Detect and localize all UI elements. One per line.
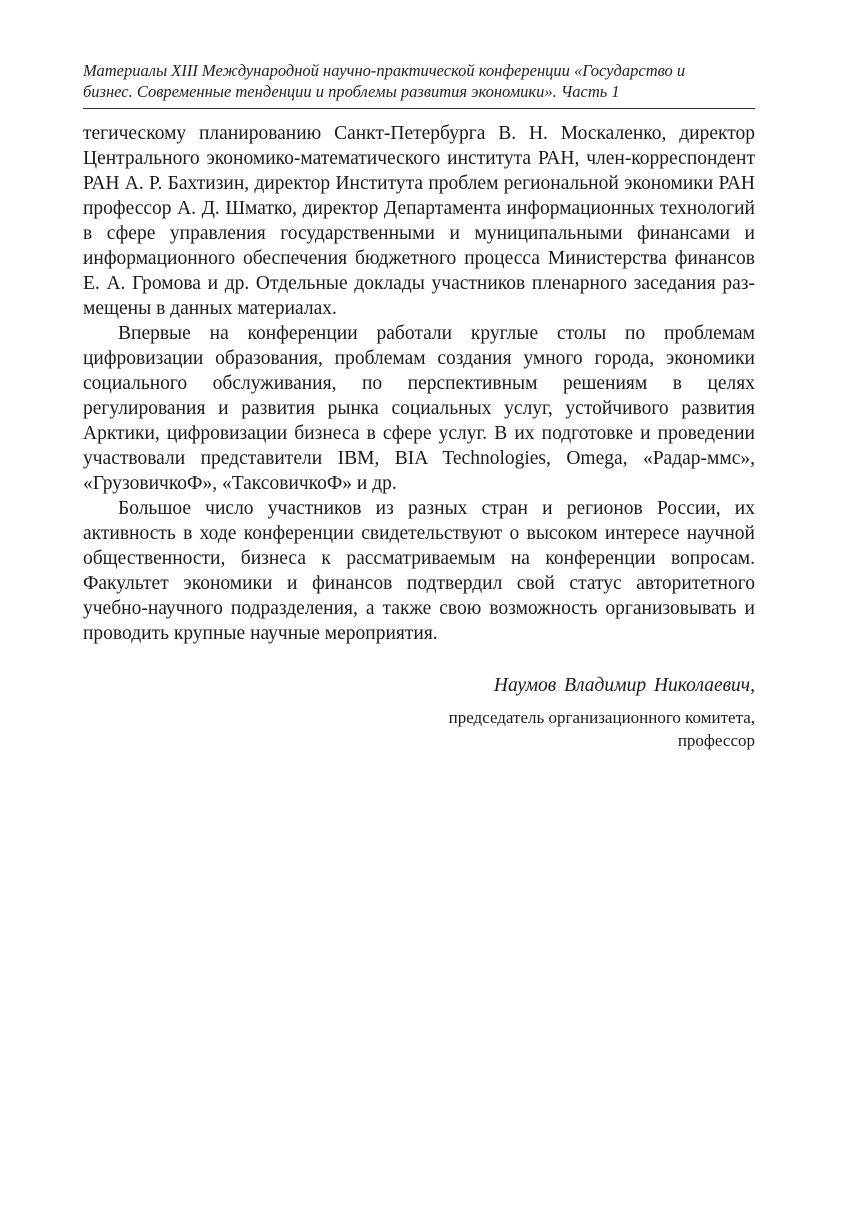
signatory-role xyxy=(83,706,755,752)
paragraph-round-tables: Впервые на конференции работали круглые столы по проблемам цифровизации образования, проблемам создания умного города, экономики социального обслуживания, по перспективным решениям в целях регулирования и развития рынка социальных услуг, устойчивого развития Арктики, цифровизации бизнеса в сфере услуг. В их подготовке и проведении участвовали представители IBM, BIA Technologies, Omega, «Радар-ммс», «ГрузовичкоФ», «ТаксовичкоФ» и др. xyxy=(83,323,755,494)
signature-block xyxy=(83,673,755,752)
running-header-line-1: Материалы XIII Международной научно-практической конференции «Государство и xyxy=(83,61,686,80)
paragraph-participants: Большое число участников из разных стран и регионов России, их активность в ходе конференции свидетельствуют о высоком интересе научной общественности, бизнеса к рассматриваемым на конференции вопросам. Факультет экономики и финансов подтвердил свой статус авторитетного учебно-научного подразделения, а также свою возможность организовывать и проводить крупные научные мероприятия. xyxy=(83,498,755,644)
signatory-name: Наумов Владимир Николаевич, xyxy=(493,675,755,696)
paragraph-continuation: тегическому планированию Санкт-Петербурга В. Н. Москаленко, директор Центрального экономико-математического института РАН, член-корреспондент РАН А. Р. Бахтизин, директор Института проблем региональной экономики РАН профессор А. Д. Шматко, директор Департамента информационных технологий в сфере управления государственными и муниципальными финансами и информационного обеспечения бюджетного процесса Министерства финансов Е. А. Громова и др. Отдельные доклады участников пленарного заседания размещены в данных материалах. xyxy=(83,123,755,319)
running-header xyxy=(83,60,755,109)
running-header-line-2: бизнес. Современные тенденции и проблемы развития экономики». Часть 1 xyxy=(83,82,620,101)
page xyxy=(83,60,755,752)
signatory-role-line-2: профессор xyxy=(677,731,755,750)
signatory-role-line-1: председатель организационного комитета, xyxy=(448,708,755,727)
body-text xyxy=(83,121,755,646)
